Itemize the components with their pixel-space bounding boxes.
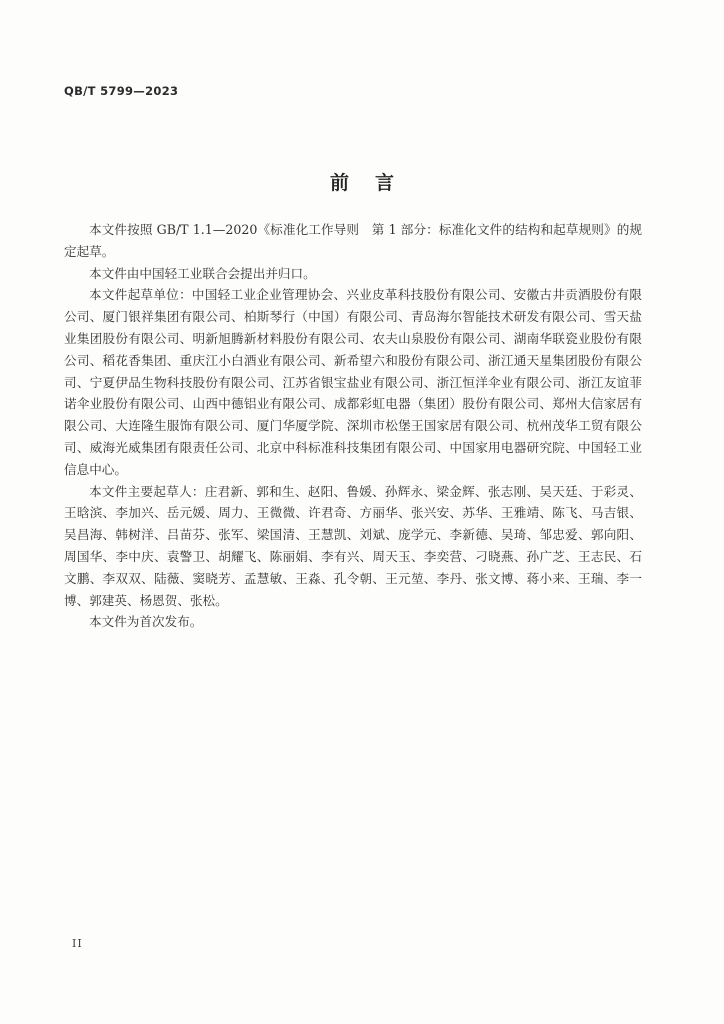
page-title [0, 168, 724, 195]
page-number: II [72, 937, 83, 950]
paragraph-drafters: 本文件主要起草人：庄君新、郭和生、赵阳、鲁媛、孙辉永、梁金辉、张志刚、吴天廷、于彩灵、王晗滨、李加兴、岳元媛、周力、王微微、许君奇、方丽华、张兴安、苏华、王雅靖、陈飞、马吉银、吴昌海、韩树洋、吕苗芬、张军、梁国清、王慧凯、刘斌、庞学元、李新德、吴琦、邹忠爱、郭向阳、周国华、李中庆、袁警卫、胡耀飞、陈丽娟、李有兴、周天玉、李奕营、刁晓燕、孙广芝、王志民、石文鹏、李双双、陆薇、窦晓芳、孟慧敏、王淼、孔令朝、王元堃、李丹、张文博、蒋小来、王瑞、李一博、郭建英、杨恩贺、张松。 [64, 483, 642, 608]
title-char-2: 言 [375, 172, 395, 194]
title-char-1: 前 [329, 172, 349, 194]
standard-code: QB/T 5799—2023 [64, 84, 179, 98]
paragraph-proposer: 本文件由中国轻工业联合会提出并归口。 [89, 265, 316, 281]
paragraph-drafting-units: 本文件起草单位：中国轻工业企业管理协会、兴业皮革科技股份有限公司、安徽古井贡酒股份有限公司、厦门银祥集团有限公司、柏斯琴行（中国）有限公司、青岛海尔智能技术研发有限公司、雪天盐业集团股份有限公司、明新旭腾新材料股份有限公司、农夫山泉股份有限公司、湖南华联瓷业股份有限公司、稻花香集团、重庆江小白酒业有限公司、新希望六和股份有限公司、浙江通天星集团股份有限公司、宁夏伊品生物科技股份有限公司、江苏省银宝盐业有限公司、浙江恒洋伞业有限公司、浙江友谊菲诺伞业股份有限公司、山西中德铝业有限公司、成都彩虹电器（集团）股份有限公司、郑州大信家居有限公司、大连隆生服饰有限公司、厦门华厦学院、深圳市松堡王国家居有限公司、杭州茂华工贸有限公司、威海光威集团有限责任公司、北京中科标准科技集团有限公司、中国家用电器研究院、中国轻工业信息中心。 [64, 287, 642, 477]
paragraph-first-release: 本文件为首次发布。 [89, 614, 203, 630]
foreword-body [64, 219, 642, 633]
paragraph-drafting-rules: 本文件按照 GB/T 1.1—2020《标准化工作导则 第 1 部分：标准化文件的结构和起草规则》的规定起草。 [64, 222, 642, 259]
